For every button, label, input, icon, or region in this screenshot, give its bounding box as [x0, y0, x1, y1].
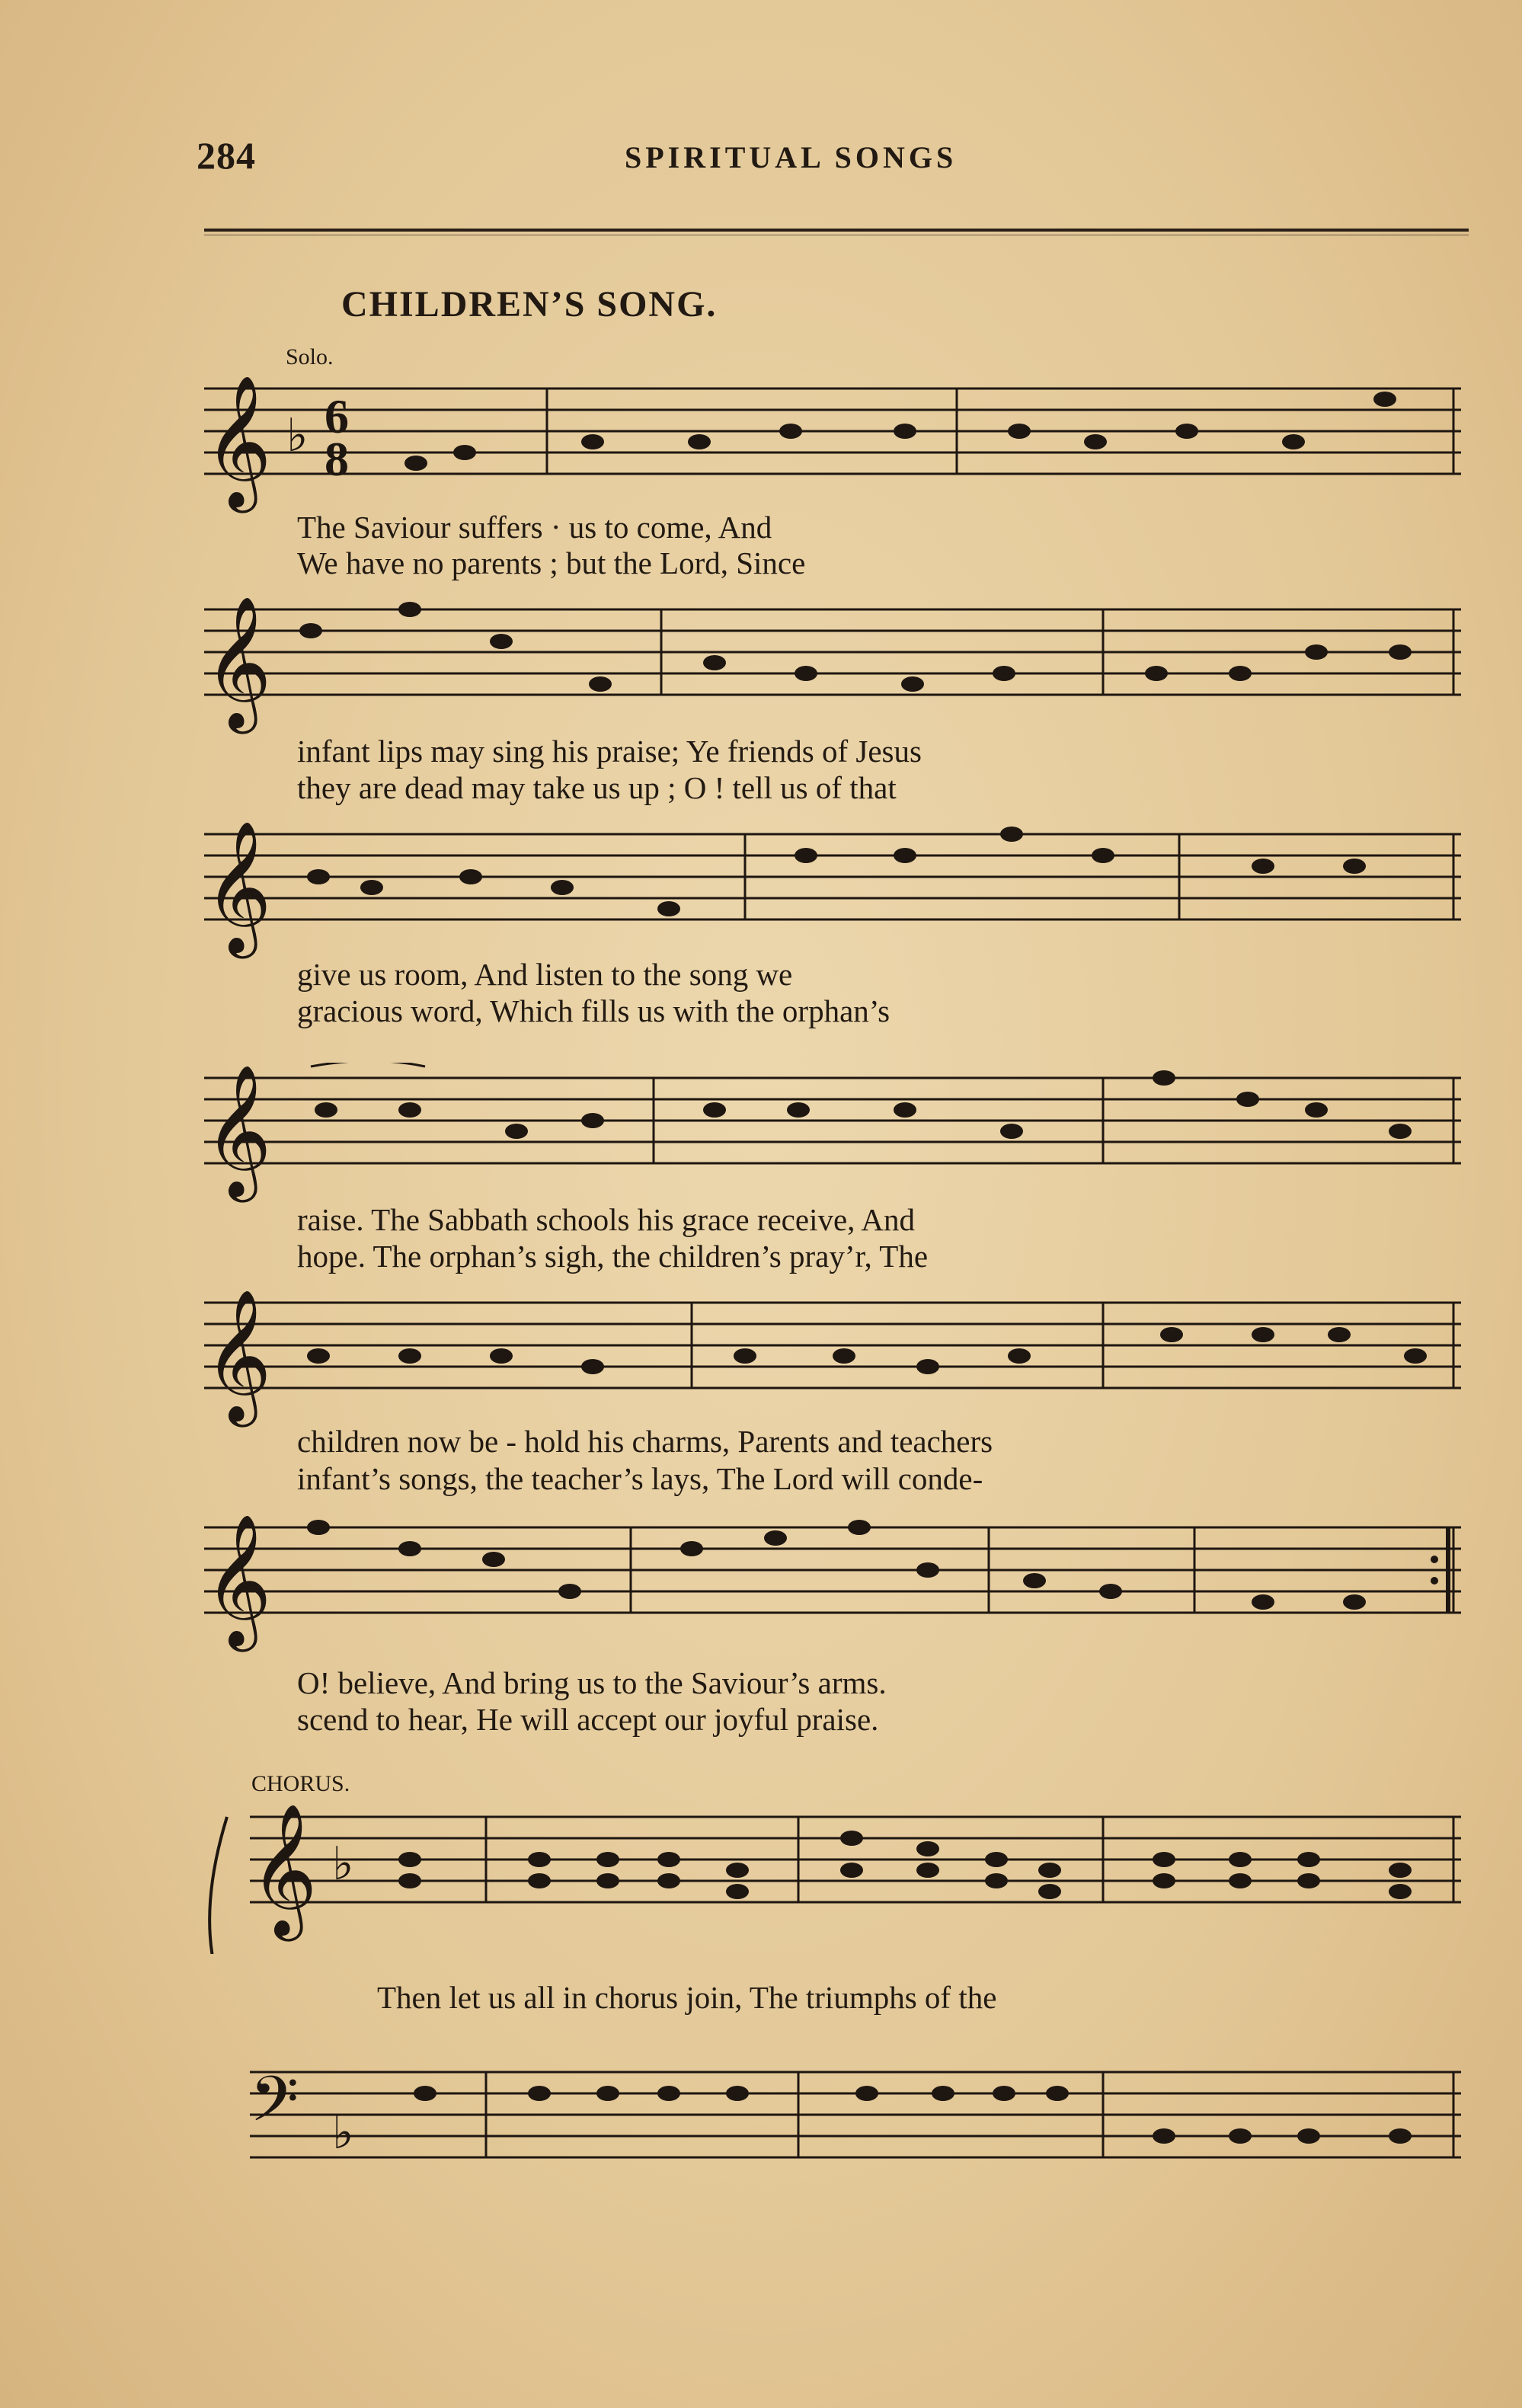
music-staff-1: [197, 373, 1476, 526]
music-staff-6: [197, 1512, 1476, 1664]
chorus-label: CHORUS.: [251, 1771, 350, 1796]
bass-clef-icon: 𝄢: [250, 2062, 299, 2151]
lyric-line-1-verse-1: The Saviour suffers · us to come, And: [297, 510, 772, 545]
page-number: 284: [197, 134, 256, 177]
svg-text:8: 8: [325, 432, 349, 486]
lyric-line-5-verse-2: infant’s songs, the teacher’s lays, The Lord will conde-: [297, 1461, 983, 1496]
lyric-line-2-verse-2: they are dead may take us up ; O ! tell us of that: [297, 770, 897, 805]
treble-clef-icon: 𝄞: [204, 375, 272, 507]
lyric-line-6-verse-1: O! believe, And bring us to the Saviour’s arms.: [297, 1665, 887, 1700]
brace-icon: [209, 1817, 227, 1954]
music-staff-5: [197, 1287, 1476, 1440]
svg-text:6: 6: [325, 389, 349, 443]
lyric-line-3-verse-2: gracious word, Which fills us with the orphan’s: [297, 993, 890, 1028]
lyric-line-5-verse-1: children now be - hold his charms, Parents and teachers: [297, 1424, 993, 1459]
header-rule: [204, 229, 1469, 232]
lyric-line-4-verse-2: hope. The orphan’s sigh, the children’s pray’r, The: [297, 1239, 929, 1274]
solo-label: Solo.: [286, 344, 334, 369]
chorus-lyric-line: Then let us all in chorus join, The triumphs of the: [377, 1980, 997, 2015]
flat-icon: ♭: [332, 2106, 354, 2160]
song-title: CHILDREN’S SONG.: [341, 284, 718, 325]
treble-clef-icon: 𝄞: [250, 1803, 318, 1936]
treble-clef-icon: 𝄞: [204, 1514, 272, 1646]
chorus-treble-staff: [197, 1802, 1476, 1954]
treble-clef-icon: 𝄞: [204, 1064, 272, 1197]
flat-icon: ♭: [332, 1837, 354, 1891]
treble-clef-icon: 𝄞: [204, 820, 272, 953]
lyric-line-6-verse-2: scend to hear, He will accept our joyful praise.: [297, 1702, 879, 1737]
lyric-line-4-verse-1: raise. The Sabbath schools his grace receive, And: [297, 1202, 916, 1237]
slur-icon: [311, 1063, 425, 1066]
running-title: SPIRITUAL SONGS: [625, 140, 958, 174]
chorus-bass-staff: [197, 2057, 1476, 2209]
music-staff-2: [197, 594, 1476, 747]
lyric-line-2-verse-1: infant lips may sing his praise; Ye friends of Jesus: [297, 734, 922, 769]
treble-clef-icon: 𝄞: [204, 1289, 272, 1421]
flat-icon: ♭: [286, 409, 309, 462]
treble-clef-icon: 𝄞: [204, 596, 272, 728]
staff-1-notation: [197, 373, 1476, 526]
lyric-line-3-verse-1: give us room, And listen to the song we: [297, 957, 793, 992]
music-staff-3: [197, 819, 1476, 971]
music-staff-4: [197, 1063, 1476, 1215]
lyric-line-1-verse-2: We have no parents ; but the Lord, Since: [297, 545, 806, 580]
